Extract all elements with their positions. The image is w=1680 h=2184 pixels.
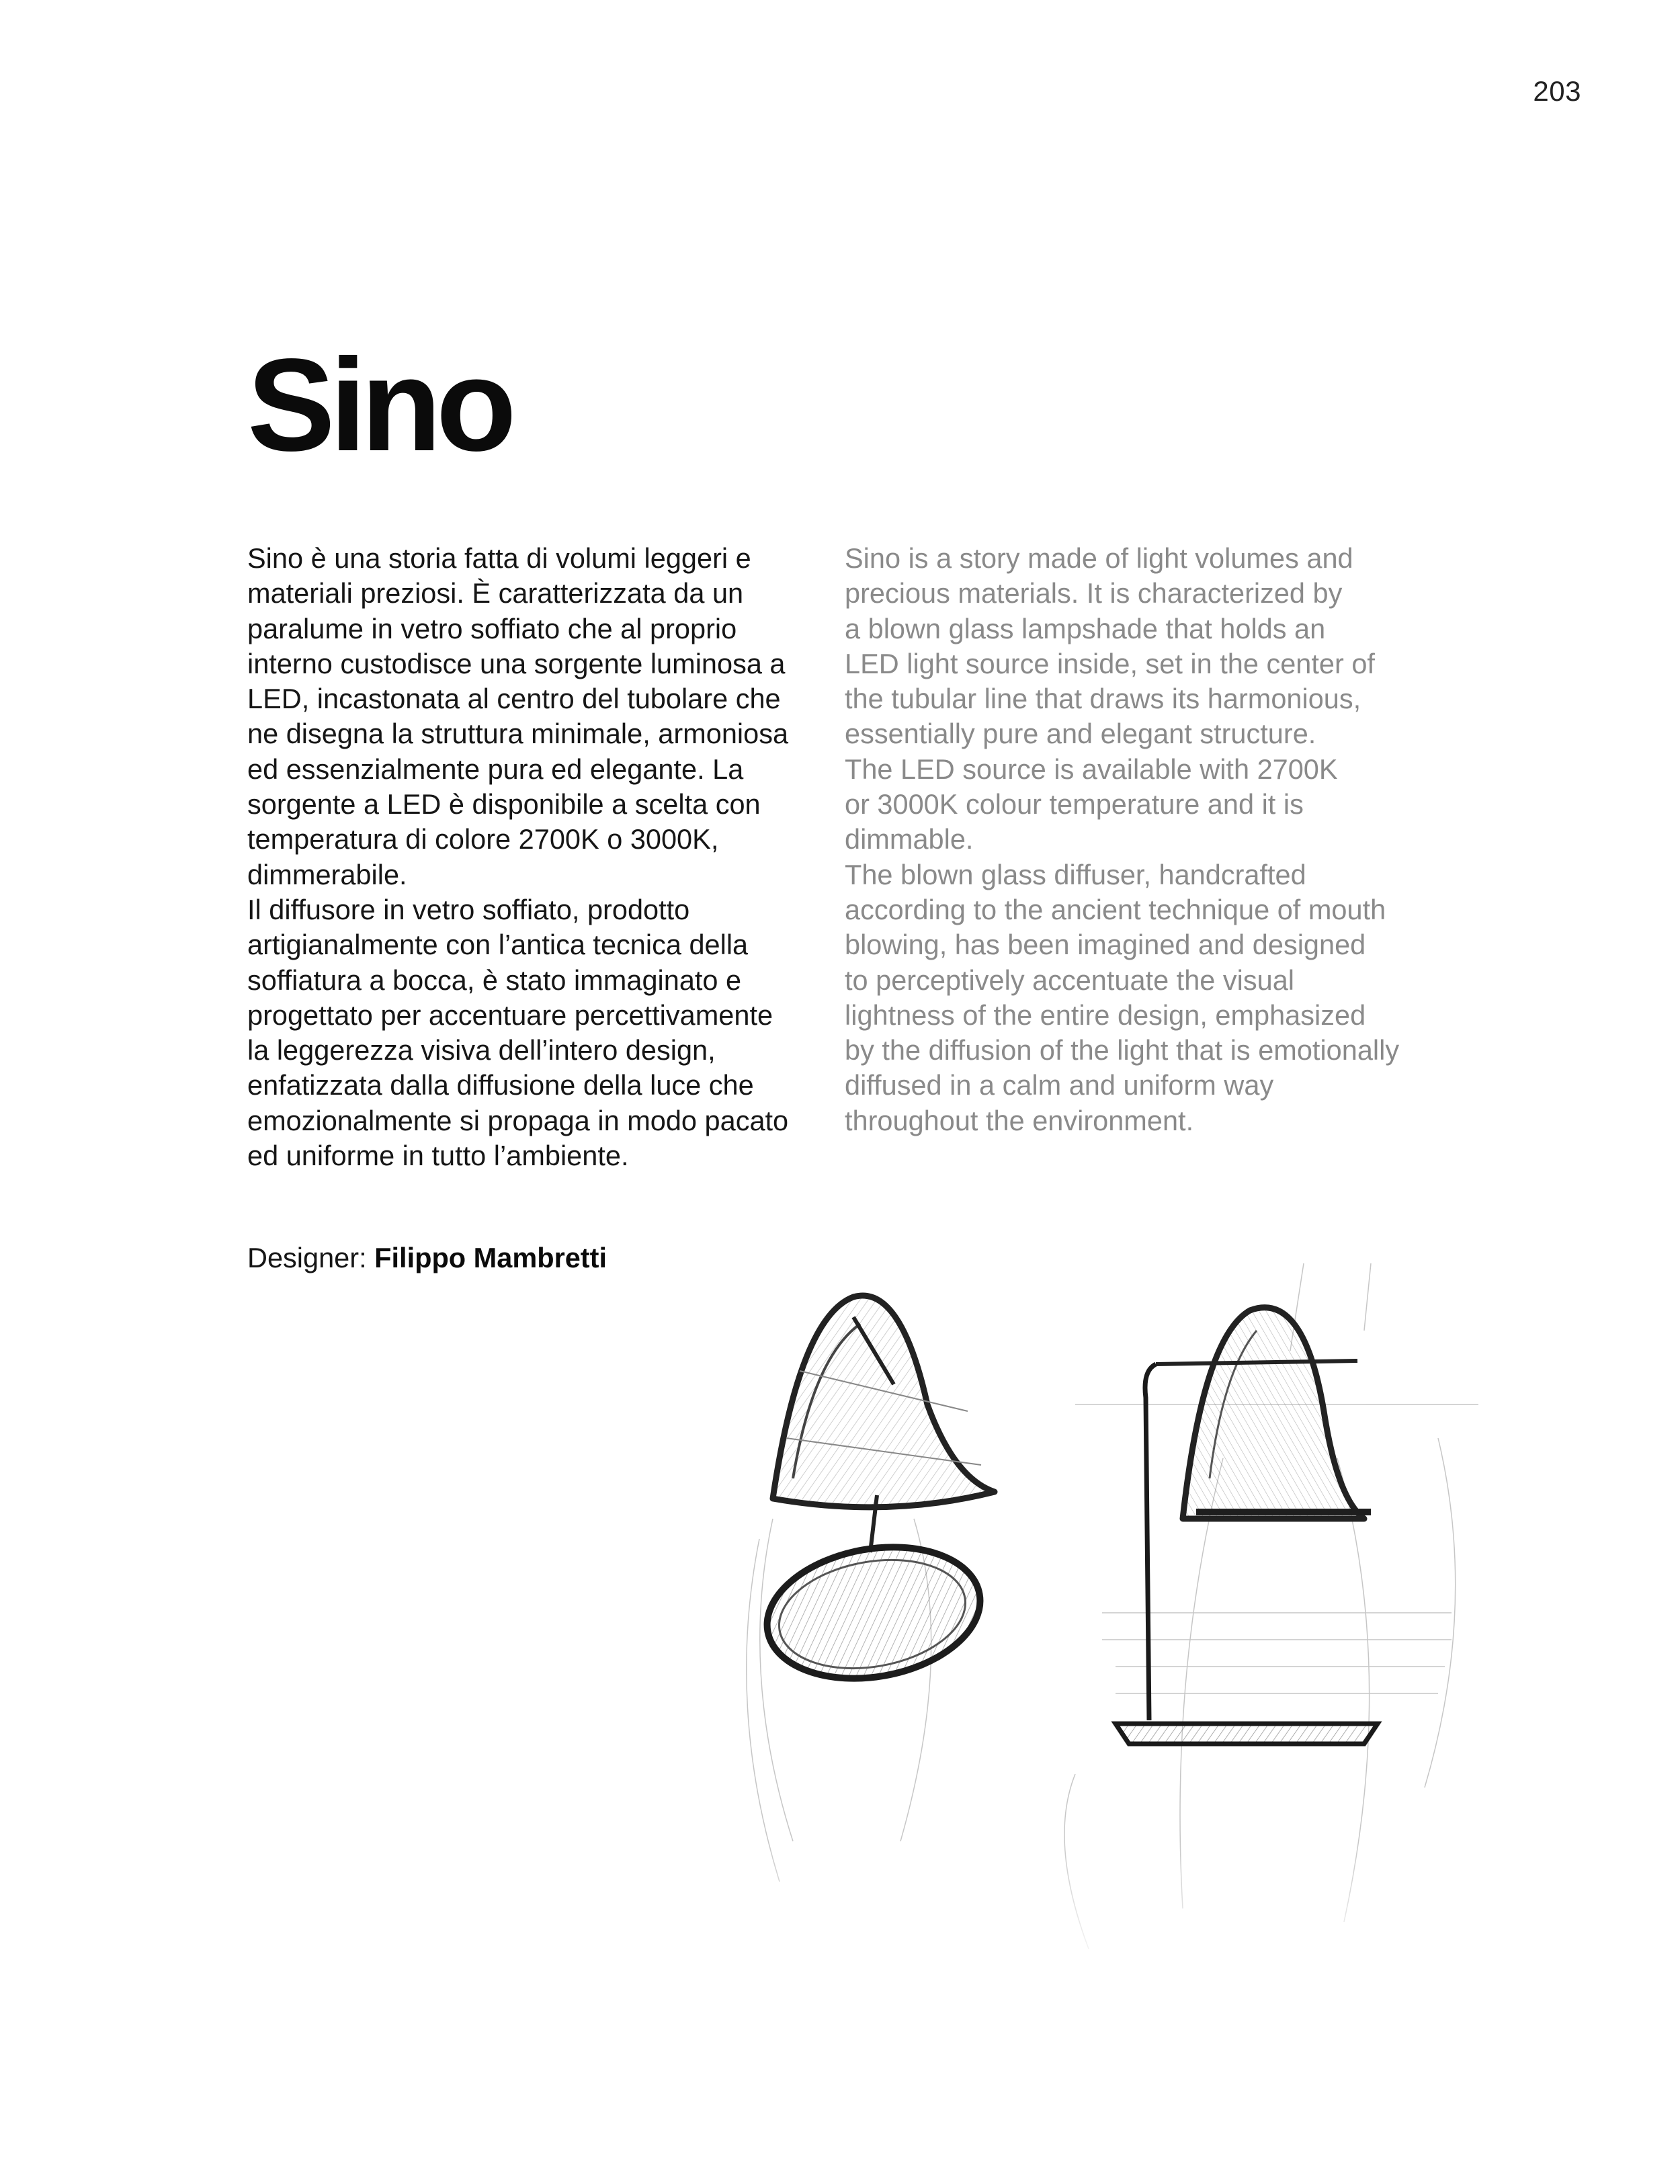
designer-credit bbox=[247, 1242, 607, 1274]
left-lamp-shade bbox=[773, 1296, 995, 1507]
italian-line: temperatura di colore 2700K o 3000K, bbox=[247, 823, 719, 855]
english-line: or 3000K colour temperature and it is bbox=[845, 788, 1304, 821]
italian-line: Il diffusore in vetro soffiato, prodotto bbox=[247, 893, 690, 925]
lamp-sketch-illustration bbox=[699, 1236, 1505, 1976]
english-description bbox=[845, 541, 1450, 1138]
english-line: the tubular line that draws its harmonious, bbox=[845, 683, 1361, 715]
italian-line: sorgente a LED è disponibile a scelta con bbox=[247, 788, 761, 821]
italian-description bbox=[247, 541, 825, 1173]
left-lamp-sketch bbox=[757, 1296, 995, 1694]
right-lamp-shade bbox=[1183, 1308, 1364, 1519]
english-line: The LED source is available with 2700K bbox=[845, 753, 1338, 785]
italian-line: Sino è una storia fatta di volumi leggeri e bbox=[247, 542, 751, 574]
right-lamp-sketch bbox=[1116, 1308, 1378, 1744]
english-line: to perceptively accentuate the visual bbox=[845, 964, 1295, 996]
italian-line: progettato per accentuare percettivamente bbox=[247, 999, 773, 1031]
italian-line: enfatizzata dalla diffusione della luce che bbox=[247, 1069, 754, 1101]
right-lamp-base bbox=[1116, 1724, 1378, 1744]
english-line: dimmable. bbox=[845, 823, 974, 855]
page-number: 203 bbox=[1533, 75, 1581, 107]
designer-label: Designer: bbox=[247, 1242, 367, 1273]
product-title: Sino bbox=[247, 331, 511, 478]
english-line: essentially pure and elegant structure. bbox=[845, 718, 1316, 750]
english-line: according to the ancient technique of mouth bbox=[845, 893, 1386, 925]
italian-line: la leggerezza visiva dell’intero design, bbox=[247, 1034, 716, 1066]
english-line: The blown glass diffuser, handcrafted bbox=[845, 858, 1306, 890]
italian-line: emozionalmente si propaga in modo pacato bbox=[247, 1104, 789, 1136]
english-line: Sino is a story made of light volumes and bbox=[845, 542, 1353, 574]
english-line: throughout the environment. bbox=[845, 1104, 1194, 1136]
english-line: blowing, has been imagined and designed bbox=[845, 929, 1366, 961]
english-line: lightness of the entire design, emphasized bbox=[845, 999, 1366, 1031]
italian-line: interno custodisce una sorgente luminosa a bbox=[247, 647, 786, 679]
right-lamp-arm bbox=[1156, 1361, 1357, 1364]
italian-line: ed essenzialmente pura ed elegante. La bbox=[247, 753, 744, 785]
italian-line: artigianalmente con l’antica tecnica della bbox=[247, 929, 749, 961]
italian-line: LED, incastonata al centro del tubolare che bbox=[247, 683, 781, 715]
italian-line: soffiatura a bocca, è stato immaginato e bbox=[247, 964, 742, 996]
designer-name: Filippo Mambretti bbox=[374, 1242, 607, 1273]
english-line: a blown glass lampshade that holds an bbox=[845, 612, 1326, 644]
italian-line: materiali preziosi. È caratterizzata da un bbox=[247, 577, 744, 610]
left-lamp-base bbox=[757, 1531, 991, 1695]
english-line: LED light source inside, set in the center of bbox=[845, 647, 1375, 679]
italian-line: paralume in vetro soffiato che al proprio bbox=[247, 612, 737, 644]
italian-line: ne disegna la struttura minimale, armoniosa bbox=[247, 718, 789, 750]
italian-line: dimmerabile. bbox=[247, 858, 407, 890]
english-line: diffused in a calm and uniform way bbox=[845, 1069, 1274, 1101]
english-line: precious materials. It is characterized by bbox=[845, 577, 1343, 610]
italian-line: ed uniforme in tutto l’ambiente. bbox=[247, 1140, 629, 1172]
english-line: by the diffusion of the light that is emotionally bbox=[845, 1034, 1400, 1066]
